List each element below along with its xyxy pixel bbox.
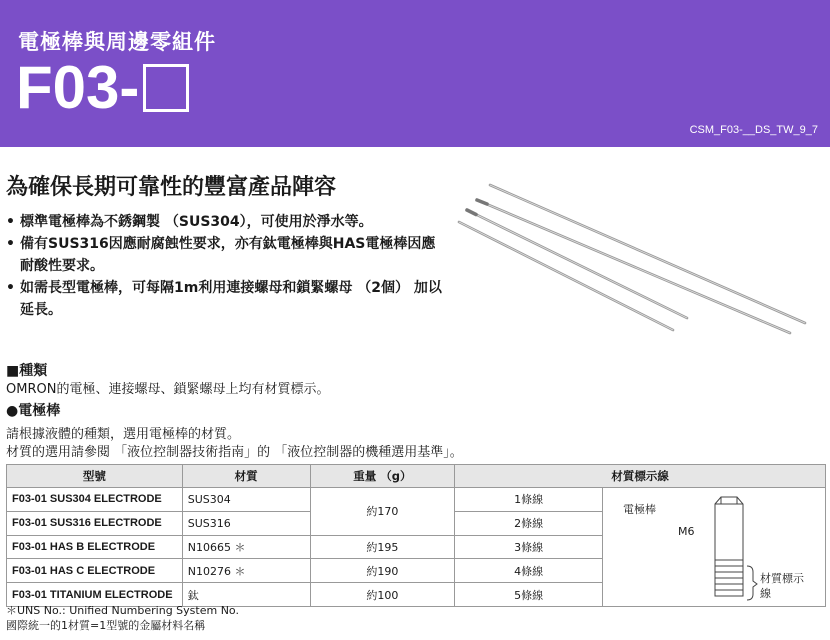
electrode-rods-photo xyxy=(455,178,815,338)
rod-thread xyxy=(477,200,487,204)
footnote: ＊UNS No.: Unified Numbering System No. xyxy=(6,604,239,617)
model-cell: F03-01 HAS C ELECTRODE xyxy=(7,559,183,583)
material-cell: SUS304 xyxy=(182,488,310,512)
electrode-nut-outline xyxy=(715,497,743,596)
header-banner xyxy=(0,0,830,147)
marking-bracket xyxy=(747,566,757,600)
material-cell: 鈦 xyxy=(182,583,310,607)
marking-cell: 3條線 xyxy=(455,535,603,559)
selection-instruction: 請根據液體的種類，選用電極棒的材質。 xyxy=(6,427,241,442)
col-header-marking: 材質標示線 xyxy=(455,465,826,488)
feature-item: • 標準電極棒為不銹鋼製 （SUS304），可使用於淨水等。 xyxy=(6,211,446,233)
diagram-marking-label: 材質標示 xyxy=(759,572,804,585)
marking-cell: 5條線 xyxy=(455,583,603,607)
material-cell: N10276 ＊ xyxy=(182,559,310,583)
headline: 為確保長期可靠性的豐富產品陣容 xyxy=(6,175,337,200)
marking-diagram xyxy=(603,488,825,603)
model-number: F03- xyxy=(16,54,140,121)
model-placeholder-box xyxy=(143,64,189,112)
col-header-material: 材質 xyxy=(182,465,310,488)
marking-cell: 4條線 xyxy=(455,559,603,583)
col-header-model: 型號 xyxy=(7,465,183,488)
feature-item: • 備有SUS316因應耐腐蝕性要求，亦有鈦電極棒與HAS電極棒因應耐酸性要求。 xyxy=(6,233,446,277)
subsection-title: ●電極棒 xyxy=(6,403,61,419)
weight-cell: 約100 xyxy=(310,583,455,607)
marking-diagram-cell xyxy=(602,488,825,607)
model-cell: F03-01 TITANIUM ELECTRODE xyxy=(7,583,183,607)
table-row xyxy=(7,488,826,512)
model-title xyxy=(16,56,189,120)
weight-cell: 約190 xyxy=(310,559,455,583)
model-cell: F03-01 SUS304 ELECTRODE xyxy=(7,488,183,512)
marking-cell: 1條線 xyxy=(455,488,603,512)
marking-cell: 2條線 xyxy=(455,511,603,535)
model-cell: F03-01 SUS316 ELECTRODE xyxy=(7,511,183,535)
material-cell: N10665 ＊ xyxy=(182,535,310,559)
material-cell: SUS316 xyxy=(182,511,310,535)
weight-cell: 約195 xyxy=(310,535,455,559)
product-subtitle: 電極棒與周邊零組件 xyxy=(18,30,216,54)
feature-item: • 如需長型電極棒，可每隔1m利用連接螺母和鎖緊螺母 （2個） 加以延長。 xyxy=(6,277,446,321)
rod-thread xyxy=(467,210,476,215)
section-title: ■種類 xyxy=(6,363,48,379)
feature-list xyxy=(6,211,446,321)
table-header-row xyxy=(7,465,826,488)
diagram-thread-label: M6 xyxy=(677,525,695,538)
footnote: 國際統一的1材質=1型號的金屬材料名稱 xyxy=(6,619,206,632)
diagram-rod-label: 電極棒 xyxy=(622,503,656,516)
model-cell: F03-01 HAS B ELECTRODE xyxy=(7,535,183,559)
electrode-spec-table xyxy=(6,464,826,607)
weight-cell: 約170 xyxy=(310,488,455,536)
document-code: CSM_F03-__DS_TW_9_7 xyxy=(689,124,818,136)
footnotes xyxy=(6,603,239,633)
diagram-marking-label: 線 xyxy=(759,587,771,600)
col-header-weight: 重量 （g） xyxy=(310,465,455,488)
selection-reference: 材質的選用請參閱 「液位控制器技術指南」的 「液位控制器的機種選用基準」。 xyxy=(6,445,463,460)
section-text: OMRON的電極、連接螺母、鎖緊螺母上均有材質標示。 xyxy=(6,382,330,397)
